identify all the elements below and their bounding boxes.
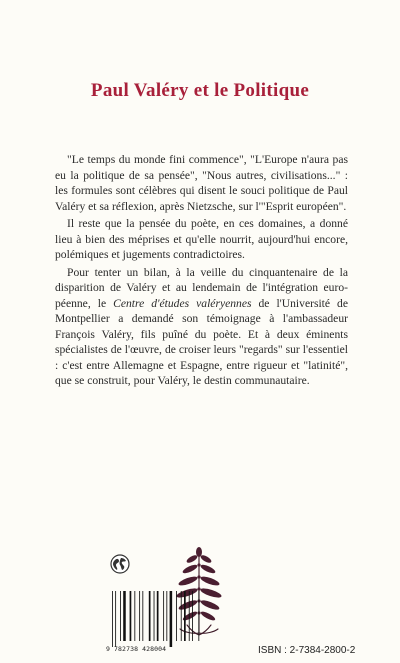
blurb-paragraph-3 [55, 265, 348, 389]
isbn: ISBN : 2-7384-2800-2 [258, 645, 356, 656]
blurb-paragraph-3-start: Pour tenter un bilan, à la veille du cinquantenaire de la disparition de Valéry et au lendemain de l'intégration européenne, le [55, 265, 348, 310]
globe-icon [110, 554, 130, 574]
blurb-paragraph-1: "Le temps du monde fini commence", "L'Europe n'aura pas eu la politique de sa pensée", "Nous autres, civilisations..." : les formules sont célèbres qui disent le souci politique de Paul Valéry et sa réflexion, après Nietzsche, sur l'"Esprit européen". [55, 153, 348, 213]
blurb-paragraph-2: Il reste que la pensée du poète, en ces domaines, a donné lieu à bien des méprises et qu'elle nourrit, aujourd'hui encore, polémiques et jugements contradictoires. [55, 217, 348, 261]
book-title: Paul Valéry et le Politique [90, 80, 310, 101]
barcode-icon [110, 591, 202, 647]
centre-name: Centre d'études valéryennes [113, 296, 252, 310]
barcode-number: 9 782738 428004 [106, 645, 167, 653]
blurb [55, 152, 348, 391]
blurb-paragraph-3-end: de l'Université de Montpellier a demandé son témoignage à l'ambassadeur François Valéry, fils puîné du poète. Et à deux éminents spécialistes de l'œuvre, de croiser leurs "regards" sur l'essentiel : c'est entre Allemagne et Espagne, entre rigueur et "latinité", que se construit, pour Valéry, le destin communautaire. [55, 296, 348, 387]
